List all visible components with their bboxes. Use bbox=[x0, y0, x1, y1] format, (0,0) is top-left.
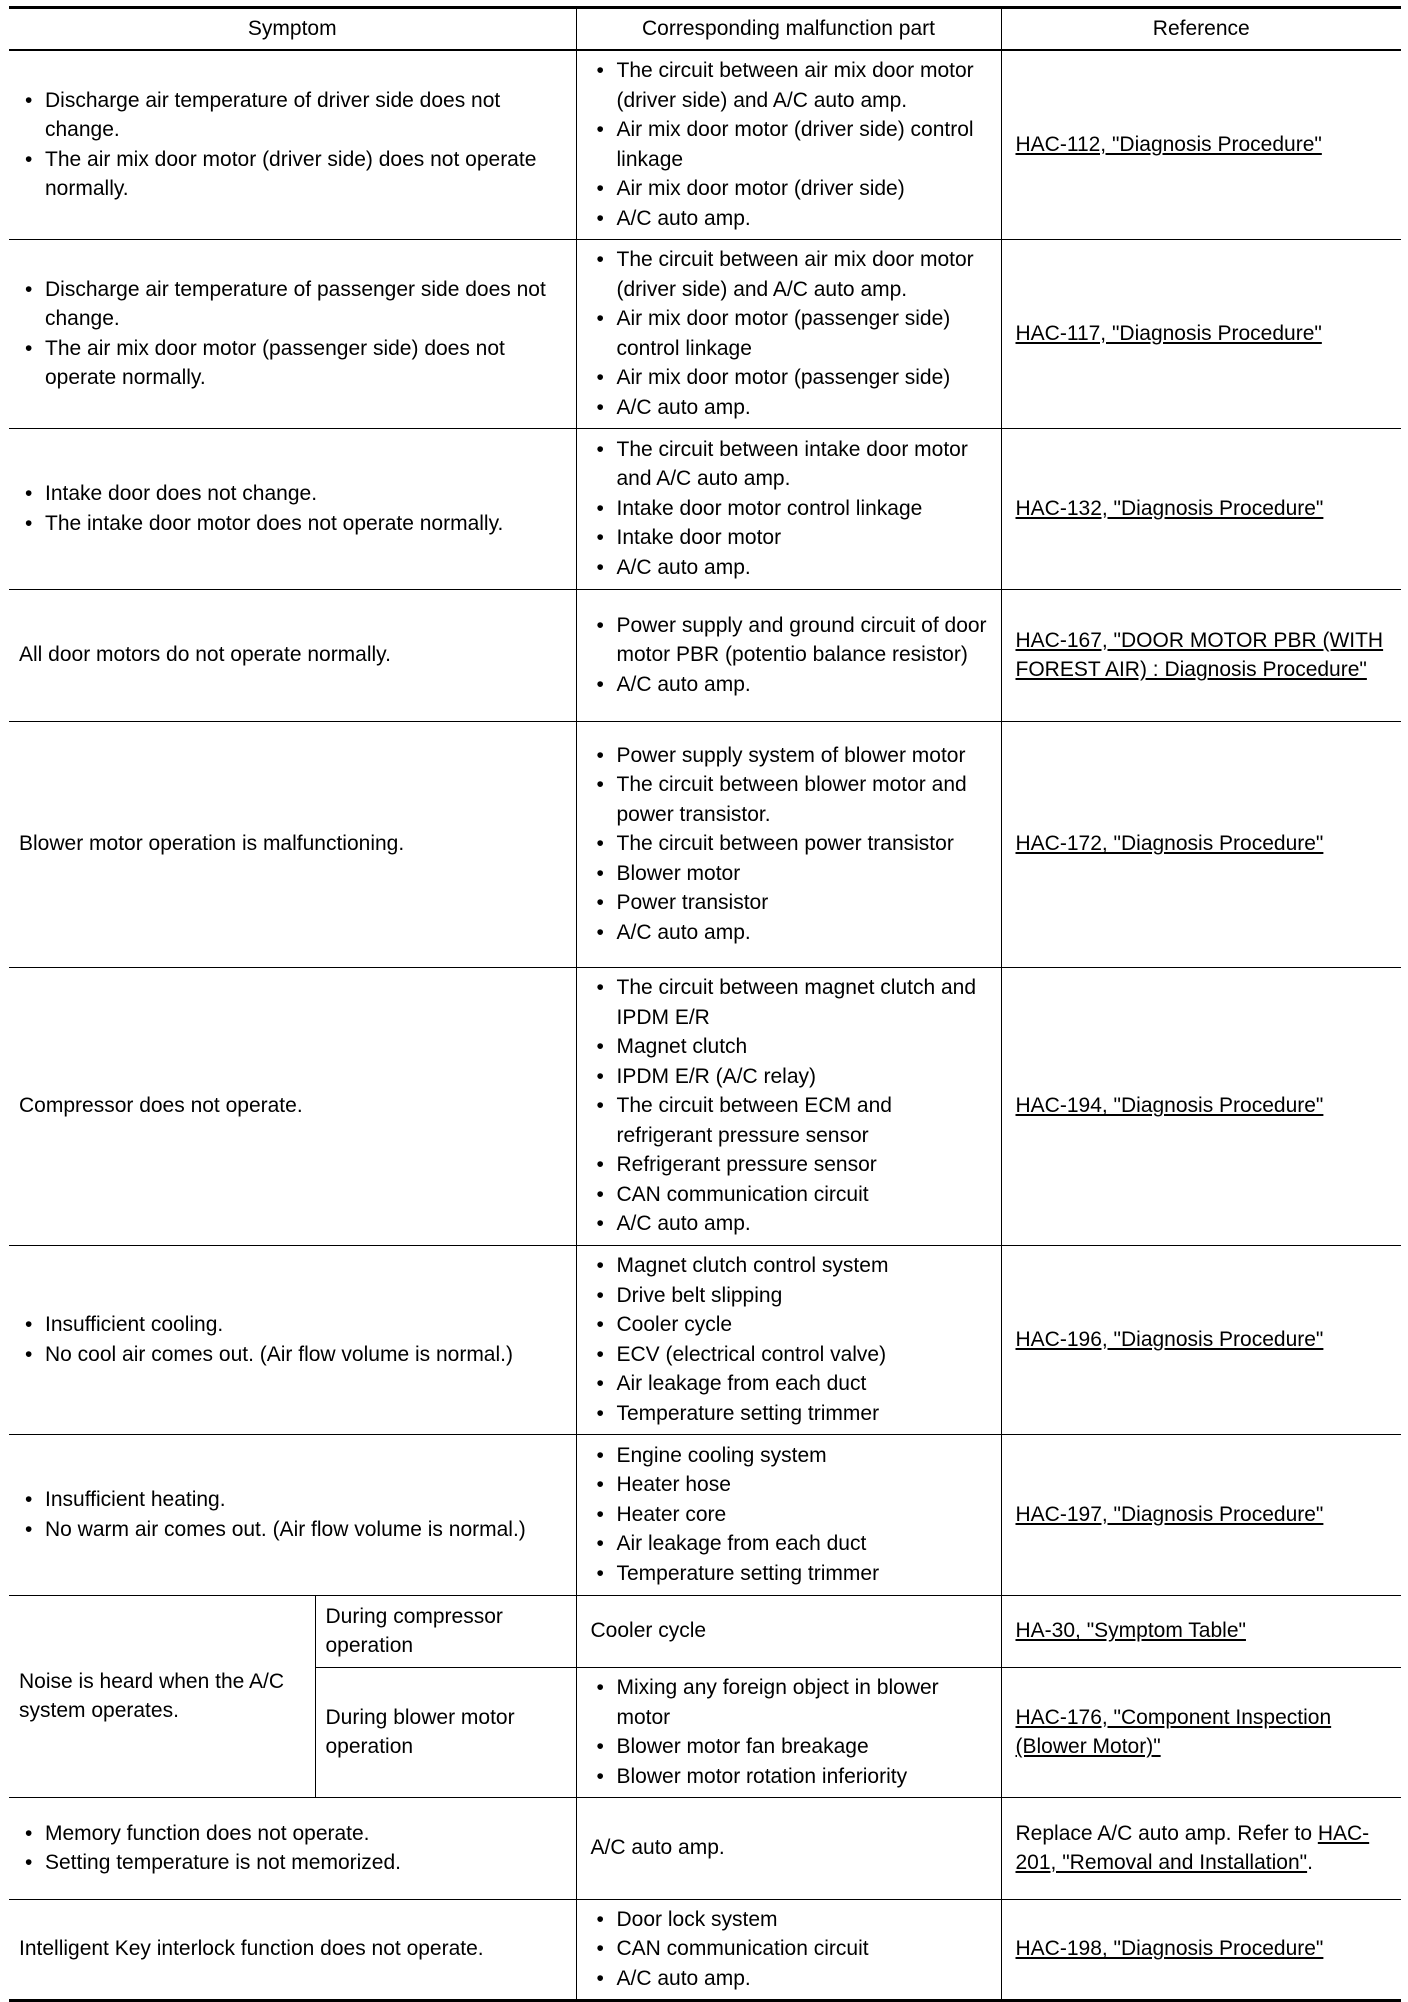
symptom-cell bbox=[9, 1245, 576, 1434]
reference-cell bbox=[1001, 239, 1401, 428]
table-row bbox=[9, 428, 1401, 589]
part-item: • Power transistor bbox=[591, 888, 991, 918]
symptom-item: • Insufficient cooling. bbox=[19, 1310, 566, 1340]
reference-cell bbox=[1001, 1245, 1401, 1434]
part-item: • The circuit between ECM and refrigerant pressure sensor bbox=[591, 1091, 991, 1150]
table-row bbox=[9, 1899, 1401, 2000]
part-item: • Blower motor rotation inferiority bbox=[591, 1762, 991, 1792]
table-row bbox=[9, 1245, 1401, 1434]
reference-link[interactable]: HAC-198, "Diagnosis Procedure" bbox=[1015, 1937, 1324, 1961]
part-item: • A/C auto amp. bbox=[591, 1209, 991, 1239]
part-cell bbox=[576, 1899, 1001, 2000]
part-item: • Heater hose bbox=[591, 1470, 991, 1500]
part-item: • The circuit between intake door motor and A/C auto amp. bbox=[591, 435, 991, 494]
symptom-cell bbox=[9, 1434, 576, 1595]
symptom-cell bbox=[9, 1797, 576, 1899]
symptom-cell bbox=[9, 239, 576, 428]
part-item: • Air mix door motor (driver side) bbox=[591, 174, 991, 204]
symptom-item: • Setting temperature is not memorized. bbox=[19, 1848, 566, 1878]
part-item: • IPDM E/R (A/C relay) bbox=[591, 1062, 991, 1092]
part-cell: A/C auto amp. bbox=[576, 1797, 1001, 1899]
reference-cell bbox=[1001, 1899, 1401, 2000]
part-item: • Mixing any foreign object in blower motor bbox=[591, 1673, 991, 1732]
reference-link[interactable]: HAC-194, "Diagnosis Procedure" bbox=[1015, 1094, 1324, 1118]
part-item: • The circuit between magnet clutch and IPDM E/R bbox=[591, 973, 991, 1032]
reference-link[interactable]: HAC-167, "DOOR MOTOR PBR (WITH FOREST AIR) : Diagnosis Procedure" bbox=[1015, 628, 1384, 681]
part-item: • A/C auto amp. bbox=[591, 204, 991, 234]
reference-cell bbox=[1001, 1434, 1401, 1595]
part-item: • CAN communication circuit bbox=[591, 1934, 991, 1964]
symptom-cell: Blower motor operation is malfunctioning. bbox=[9, 721, 576, 967]
part-item: • Magnet clutch bbox=[591, 1032, 991, 1062]
part-item: • Engine cooling system bbox=[591, 1441, 991, 1471]
table-row bbox=[9, 239, 1401, 428]
symptom-item: • The air mix door motor (driver side) does not operate normally. bbox=[19, 145, 566, 204]
reference-link[interactable]: HA-30, "Symptom Table" bbox=[1015, 1619, 1246, 1643]
part-item: • Air mix door motor (passenger side) bbox=[591, 363, 991, 393]
reference-prefix: Replace A/C auto amp. Refer to bbox=[1015, 1821, 1318, 1845]
symptom-item: • Insufficient heating. bbox=[19, 1485, 566, 1515]
table-row bbox=[9, 1595, 1401, 1667]
part-item: • Air mix door motor (passenger side) control linkage bbox=[591, 304, 991, 363]
part-cell bbox=[576, 721, 1001, 967]
symptom-cell bbox=[9, 428, 576, 589]
part-cell bbox=[576, 239, 1001, 428]
reference-link[interactable]: HAC-132, "Diagnosis Procedure" bbox=[1015, 496, 1324, 520]
part-cell bbox=[576, 1434, 1001, 1595]
condition-cell: During blower motor operation bbox=[315, 1667, 576, 1797]
symptom-item: • Discharge air temperature of driver side does not change. bbox=[19, 86, 566, 145]
part-item: • Intake door motor bbox=[591, 523, 991, 553]
part-item: • Door lock system bbox=[591, 1905, 991, 1935]
reference-link[interactable]: HAC-117, "Diagnosis Procedure" bbox=[1015, 321, 1322, 345]
part-item: • Temperature setting trimmer bbox=[591, 1399, 991, 1429]
reference-header: Reference bbox=[1001, 8, 1401, 51]
part-cell bbox=[576, 50, 1001, 239]
symptom-header: Symptom bbox=[9, 8, 576, 51]
part-item: • ECV (electrical control valve) bbox=[591, 1340, 991, 1370]
part-item: • Power supply system of blower motor bbox=[591, 741, 991, 771]
table-row bbox=[9, 1434, 1401, 1595]
part-item: • The circuit between blower motor and power transistor. bbox=[591, 770, 991, 829]
symptom-item: • No cool air comes out. (Air flow volume is normal.) bbox=[19, 1340, 566, 1370]
reference-suffix: . bbox=[1307, 1851, 1313, 1874]
reference-cell bbox=[1001, 50, 1401, 239]
part-item: • Air leakage from each duct bbox=[591, 1369, 991, 1399]
noise-symptom-cell: Noise is heard when the A/C system operates. bbox=[9, 1595, 315, 1797]
part-item: • Refrigerant pressure sensor bbox=[591, 1150, 991, 1180]
reference-link[interactable]: HAC-196, "Diagnosis Procedure" bbox=[1015, 1327, 1324, 1351]
part-item: • The circuit between power transistor bbox=[591, 829, 991, 859]
table-row bbox=[9, 589, 1401, 721]
part-item: • The circuit between air mix door motor (driver side) and A/C auto amp. bbox=[591, 56, 991, 115]
part-item: • A/C auto amp. bbox=[591, 670, 991, 700]
reference-cell bbox=[1001, 589, 1401, 721]
part-cell bbox=[576, 1245, 1001, 1434]
part-item: • A/C auto amp. bbox=[591, 393, 991, 423]
symptom-item: • No warm air comes out. (Air flow volume is normal.) bbox=[19, 1515, 566, 1545]
symptom-item: • Discharge air temperature of passenger side does not change. bbox=[19, 275, 566, 334]
part-item: • Air leakage from each duct bbox=[591, 1529, 991, 1559]
condition-cell: During compressor operation bbox=[315, 1595, 576, 1667]
part-item: • Intake door motor control linkage bbox=[591, 494, 991, 524]
header-row bbox=[9, 8, 1401, 51]
part-cell bbox=[576, 967, 1001, 1245]
table-row bbox=[9, 50, 1401, 239]
symptom-cell: Compressor does not operate. bbox=[9, 967, 576, 1245]
part-item: • The circuit between air mix door motor (driver side) and A/C auto amp. bbox=[591, 245, 991, 304]
part-item: • Blower motor bbox=[591, 859, 991, 889]
reference-cell bbox=[1001, 1595, 1401, 1667]
part-item: • Power supply and ground circuit of door motor PBR (potentio balance resistor) bbox=[591, 611, 991, 670]
part-item: • Drive belt slipping bbox=[591, 1281, 991, 1311]
part-item: • Magnet clutch control system bbox=[591, 1251, 991, 1281]
part-cell bbox=[576, 589, 1001, 721]
reference-cell bbox=[1001, 428, 1401, 589]
reference-link[interactable]: HAC-197, "Diagnosis Procedure" bbox=[1015, 1502, 1324, 1526]
part-cell bbox=[576, 1667, 1001, 1797]
table-row bbox=[9, 967, 1401, 1245]
part-item: • A/C auto amp. bbox=[591, 1964, 991, 1994]
part-item: • Air mix door motor (driver side) control linkage bbox=[591, 115, 991, 174]
reference-link[interactable]: HAC-176, "Component Inspection (Blower Motor)" bbox=[1015, 1705, 1332, 1758]
part-item: • Blower motor fan breakage bbox=[591, 1732, 991, 1762]
reference-link[interactable]: HAC-201, "Removal and Installation" bbox=[1015, 1821, 1370, 1874]
part-header: Corresponding malfunction part bbox=[576, 8, 1001, 51]
reference-link[interactable]: HAC-172, "Diagnosis Procedure" bbox=[1015, 832, 1324, 856]
reference-link[interactable]: HAC-112, "Diagnosis Procedure" bbox=[1015, 133, 1322, 156]
table-row bbox=[9, 1797, 1401, 1899]
symptom-cell: All door motors do not operate normally. bbox=[9, 589, 576, 721]
reference-cell bbox=[1001, 967, 1401, 1245]
symptom-cell bbox=[9, 50, 576, 239]
reference-cell bbox=[1001, 721, 1401, 967]
symptom-cell: Intelligent Key interlock function does not operate. bbox=[9, 1899, 576, 2000]
symptom-item: • Memory function does not operate. bbox=[19, 1819, 566, 1849]
part-item: • Cooler cycle bbox=[591, 1310, 991, 1340]
part-item: • CAN communication circuit bbox=[591, 1180, 991, 1210]
reference-cell bbox=[1001, 1667, 1401, 1797]
symptom-item: • The air mix door motor (passenger side) does not operate normally. bbox=[19, 334, 566, 393]
symptom-item: • The intake door motor does not operate normally. bbox=[19, 509, 566, 539]
reference-cell bbox=[1001, 1797, 1401, 1899]
table-row bbox=[9, 721, 1401, 967]
part-item: • A/C auto amp. bbox=[591, 918, 991, 948]
symptom-table bbox=[9, 6, 1401, 2002]
part-item: • Temperature setting trimmer bbox=[591, 1559, 991, 1589]
part-item: • A/C auto amp. bbox=[591, 553, 991, 583]
part-cell bbox=[576, 428, 1001, 589]
symptom-item: • Intake door does not change. bbox=[19, 479, 566, 509]
part-cell: Cooler cycle bbox=[576, 1595, 1001, 1667]
part-item: • Heater core bbox=[591, 1500, 991, 1530]
